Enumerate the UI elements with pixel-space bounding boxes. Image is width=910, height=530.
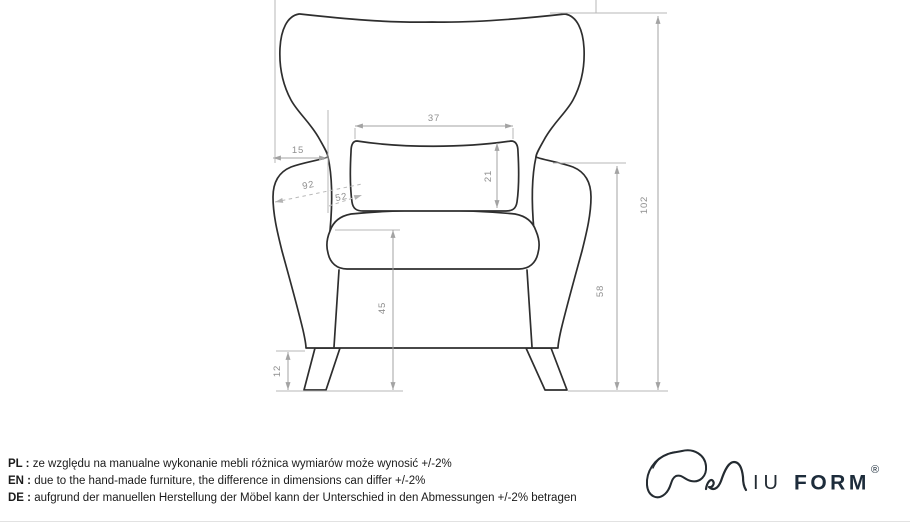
- note-lang-de: DE :: [8, 492, 31, 504]
- miuform-logo: [644, 446, 904, 508]
- note-line-pl: [8, 456, 577, 473]
- registered-trademark-icon: ®: [871, 464, 880, 476]
- dim-label-leg-height: 12: [272, 364, 283, 378]
- note-text-de: aufgrund der manuellen Herstellung der Möbel kann der Unterschied in den Abmessungen +/-2% betragen: [34, 492, 577, 504]
- note-lang-en: EN :: [8, 475, 31, 487]
- dim-label-arm-side-width: 15: [291, 145, 305, 156]
- note-text-en: due to the hand-made furniture, the difference in dimensions can differ +/-2%: [34, 475, 426, 487]
- tolerance-notes: [8, 456, 577, 507]
- bean-outline: [647, 450, 706, 497]
- miuform-bean-icon: [647, 450, 706, 497]
- armchair-outline-group: [273, 14, 591, 390]
- logo-text-iu: IU: [753, 472, 783, 494]
- seat-cushion: [327, 210, 539, 269]
- dim-label-pillow-height: 21: [483, 169, 494, 183]
- dim-label-total-depth: 92: [301, 178, 316, 193]
- note-line-en: [8, 473, 577, 490]
- logo-m-squiggle-icon: [706, 462, 746, 490]
- dim-label-seat-height: 45: [377, 301, 388, 315]
- bottom-divider: [0, 521, 910, 522]
- armchair-front-leg-left: [304, 348, 340, 390]
- dim-label-pillow-width: 37: [427, 113, 441, 124]
- note-lang-pl: PL :: [8, 458, 30, 470]
- dim-label-armrest-height: 58: [595, 284, 606, 298]
- note-line-de: [8, 490, 577, 507]
- armchair-front-leg-right: [526, 348, 567, 390]
- logo-text-form: FORM: [794, 471, 870, 495]
- dim-label-seat-depth: 52: [334, 190, 349, 205]
- dim-label-total-height: 102: [639, 195, 650, 215]
- note-text-pl: ze względu na manualne wykonanie mebli różnica wymiarów może wynosić +/-2%: [32, 458, 452, 470]
